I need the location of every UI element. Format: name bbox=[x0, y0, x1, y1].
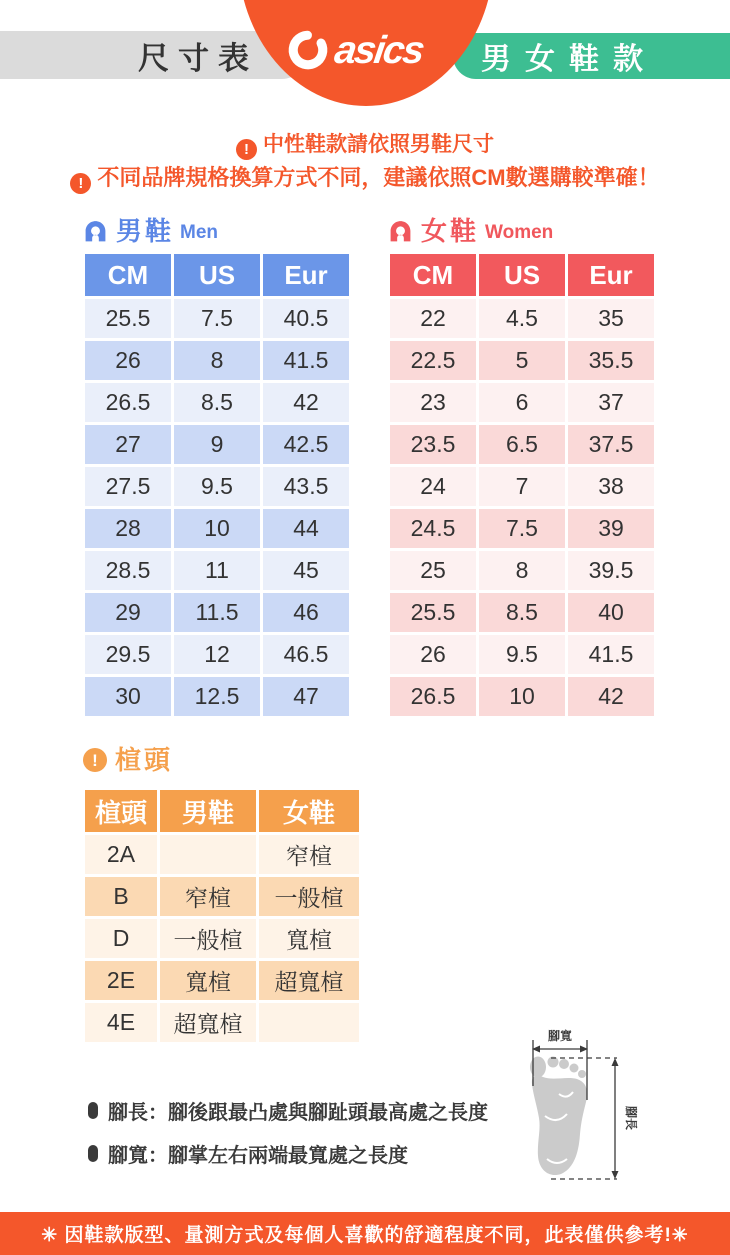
table-header-row bbox=[85, 254, 349, 296]
table-cell: 窄楦 bbox=[160, 877, 256, 916]
column-header-eur: Eur bbox=[568, 254, 654, 296]
table-row bbox=[390, 341, 654, 380]
table-cell: 41.5 bbox=[263, 341, 349, 380]
table-cell: 42 bbox=[263, 383, 349, 422]
table-cell: 23.5 bbox=[390, 425, 476, 464]
table-cell: 8.5 bbox=[479, 593, 565, 632]
table-row bbox=[390, 383, 654, 422]
table-cell bbox=[160, 835, 256, 874]
table-cell: 23 bbox=[390, 383, 476, 422]
table-cell: 22.5 bbox=[390, 341, 476, 380]
table-cell: 26 bbox=[85, 341, 171, 380]
table-row bbox=[85, 425, 349, 464]
table-cell: 22 bbox=[390, 299, 476, 338]
table-cell: 6 bbox=[479, 383, 565, 422]
last-section-label bbox=[83, 747, 173, 773]
alert-icon: ! bbox=[236, 139, 257, 160]
table-cell: 47 bbox=[263, 677, 349, 716]
table-cell: 45 bbox=[263, 551, 349, 590]
table-row bbox=[85, 341, 349, 380]
alert-icon: ! bbox=[83, 748, 107, 772]
column-header-cm: CM bbox=[85, 254, 171, 296]
table-cell: 超寬楦 bbox=[160, 1003, 256, 1042]
table-cell: 7.5 bbox=[174, 299, 260, 338]
table-row bbox=[390, 299, 654, 338]
bullet-icon bbox=[88, 1102, 98, 1119]
asics-wordmark: asics bbox=[331, 28, 426, 72]
notice-brand-difference-text: 不同品牌規格換算方式不同，建議依照CM數選購較準確！ bbox=[97, 165, 660, 190]
table-cell: 46 bbox=[263, 593, 349, 632]
men-size-table bbox=[82, 251, 352, 719]
notice-unisex-text: 中性鞋款請依照男鞋尺寸 bbox=[263, 133, 494, 156]
table-row bbox=[390, 635, 654, 674]
table-cell: 26.5 bbox=[390, 677, 476, 716]
table-cell: 寬楦 bbox=[259, 919, 359, 958]
table-cell: 9.5 bbox=[174, 467, 260, 506]
table-row bbox=[85, 677, 349, 716]
table-cell bbox=[259, 1003, 359, 1042]
table-cell: 2A bbox=[85, 835, 157, 874]
person-icon bbox=[83, 219, 108, 244]
table-cell: 25 bbox=[390, 551, 476, 590]
notice-brand-difference bbox=[0, 161, 730, 194]
table-cell: 39.5 bbox=[568, 551, 654, 590]
alert-icon: ! bbox=[70, 173, 91, 194]
foot-shape bbox=[530, 1057, 587, 1176]
table-cell: 10 bbox=[479, 677, 565, 716]
table-cell: 25.5 bbox=[85, 299, 171, 338]
table-cell: 9 bbox=[174, 425, 260, 464]
table-cell: 27 bbox=[85, 425, 171, 464]
disclaimer-text: ✳ 因鞋款版型、量測方式及每個人喜歡的舒適程度不同，此表僅供參考!✳ bbox=[41, 1225, 689, 1246]
table-cell: 26.5 bbox=[85, 383, 171, 422]
table-cell: 27.5 bbox=[85, 467, 171, 506]
table-cell: 38 bbox=[568, 467, 654, 506]
table-cell: 40 bbox=[568, 593, 654, 632]
table-cell: 10 bbox=[174, 509, 260, 548]
table-row bbox=[85, 299, 349, 338]
table-row bbox=[85, 919, 359, 958]
table-header-row bbox=[390, 254, 654, 296]
category-badge bbox=[453, 33, 730, 79]
men-section-label bbox=[83, 218, 218, 244]
column-header-cm: CM bbox=[390, 254, 476, 296]
table-row bbox=[85, 835, 359, 874]
table-row bbox=[85, 509, 349, 548]
women-title-zh: 女鞋 bbox=[421, 216, 480, 246]
table-cell: 2E bbox=[85, 961, 157, 1000]
table-row bbox=[390, 467, 654, 506]
table-cell: 39 bbox=[568, 509, 654, 548]
table-row bbox=[85, 593, 349, 632]
women-title-en: Women bbox=[485, 222, 554, 244]
table-row bbox=[390, 551, 654, 590]
table-cell: 8 bbox=[174, 341, 260, 380]
table-cell: 12.5 bbox=[174, 677, 260, 716]
last-width-table bbox=[82, 787, 362, 1045]
table-cell: 8 bbox=[479, 551, 565, 590]
table-row bbox=[85, 467, 349, 506]
table-cell: 46.5 bbox=[263, 635, 349, 674]
column-header-us: US bbox=[174, 254, 260, 296]
last-title: 楦頭 bbox=[115, 745, 174, 775]
women-section-label bbox=[388, 218, 553, 244]
table-cell: 超寬楦 bbox=[259, 961, 359, 1000]
table-cell: 29.5 bbox=[85, 635, 171, 674]
table-cell: 7.5 bbox=[479, 509, 565, 548]
disclaimer-bar bbox=[0, 1212, 730, 1255]
size-chart-badge-label: 尺寸表 bbox=[138, 40, 258, 76]
column-header-eur: Eur bbox=[263, 254, 349, 296]
table-cell: D bbox=[85, 919, 157, 958]
table-cell: 24 bbox=[390, 467, 476, 506]
foot-width-note-text: 腳寬：腳掌左右兩端最寬處之長度 bbox=[108, 1145, 408, 1167]
table-cell: 37.5 bbox=[568, 425, 654, 464]
table-row bbox=[85, 635, 349, 674]
table-cell: 30 bbox=[85, 677, 171, 716]
table-cell: 12 bbox=[174, 635, 260, 674]
table-cell: 28 bbox=[85, 509, 171, 548]
table-cell: 9.5 bbox=[479, 635, 565, 674]
table-cell: 29 bbox=[85, 593, 171, 632]
table-cell: 43.5 bbox=[263, 467, 349, 506]
asics-swirl-icon bbox=[283, 25, 333, 75]
arrowhead-down bbox=[612, 1171, 619, 1179]
width-label: 腳寬 bbox=[547, 1029, 573, 1043]
table-row bbox=[85, 551, 349, 590]
table-cell: 11 bbox=[174, 551, 260, 590]
table-cell: B bbox=[85, 877, 157, 916]
table-row bbox=[85, 877, 359, 916]
table-cell: 11.5 bbox=[174, 593, 260, 632]
category-badge-label: 男女鞋款 bbox=[481, 43, 657, 76]
table-row bbox=[390, 677, 654, 716]
table-cell: 42 bbox=[568, 677, 654, 716]
table-header-row bbox=[85, 790, 359, 832]
table-cell: 4.5 bbox=[479, 299, 565, 338]
table-row bbox=[85, 383, 349, 422]
table-cell: 8.5 bbox=[174, 383, 260, 422]
table-row bbox=[85, 1003, 359, 1042]
column-header-men: 男鞋 bbox=[160, 790, 256, 832]
table-cell: 6.5 bbox=[479, 425, 565, 464]
table-cell: 40.5 bbox=[263, 299, 349, 338]
foot-measure-diagram bbox=[503, 1022, 665, 1194]
table-row bbox=[390, 509, 654, 548]
person-icon bbox=[388, 219, 413, 244]
table-cell: 41.5 bbox=[568, 635, 654, 674]
arrowhead-up bbox=[612, 1058, 619, 1066]
table-cell: 35.5 bbox=[568, 341, 654, 380]
table-cell: 一般楦 bbox=[259, 877, 359, 916]
table-cell: 26 bbox=[390, 635, 476, 674]
men-title-zh: 男鞋 bbox=[116, 216, 175, 246]
asics-logo bbox=[283, 22, 468, 78]
table-cell: 35 bbox=[568, 299, 654, 338]
table-cell: 窄楦 bbox=[259, 835, 359, 874]
table-cell: 37 bbox=[568, 383, 654, 422]
table-row bbox=[390, 425, 654, 464]
table-cell: 5 bbox=[479, 341, 565, 380]
table-cell: 42.5 bbox=[263, 425, 349, 464]
foot-width-note bbox=[88, 1139, 408, 1168]
men-title-en: Men bbox=[180, 222, 219, 244]
table-row bbox=[390, 593, 654, 632]
table-cell: 28.5 bbox=[85, 551, 171, 590]
table-cell: 7 bbox=[479, 467, 565, 506]
table-cell: 寬楦 bbox=[160, 961, 256, 1000]
bullet-icon bbox=[88, 1145, 98, 1162]
table-row bbox=[85, 961, 359, 1000]
notice-unisex bbox=[0, 128, 730, 160]
table-cell: 24.5 bbox=[390, 509, 476, 548]
column-header-us: US bbox=[479, 254, 565, 296]
table-cell: 一般楦 bbox=[160, 919, 256, 958]
table-cell: 44 bbox=[263, 509, 349, 548]
foot-length-note bbox=[88, 1096, 488, 1125]
length-label: 腳長 bbox=[624, 1105, 638, 1131]
table-cell: 4E bbox=[85, 1003, 157, 1042]
table-cell: 25.5 bbox=[390, 593, 476, 632]
column-header-women: 女鞋 bbox=[259, 790, 359, 832]
column-header-last: 楦頭 bbox=[85, 790, 157, 832]
women-size-table bbox=[387, 251, 657, 719]
foot-length-note-text: 腳長：腳後跟最凸處與腳趾頭最高處之長度 bbox=[108, 1102, 488, 1124]
